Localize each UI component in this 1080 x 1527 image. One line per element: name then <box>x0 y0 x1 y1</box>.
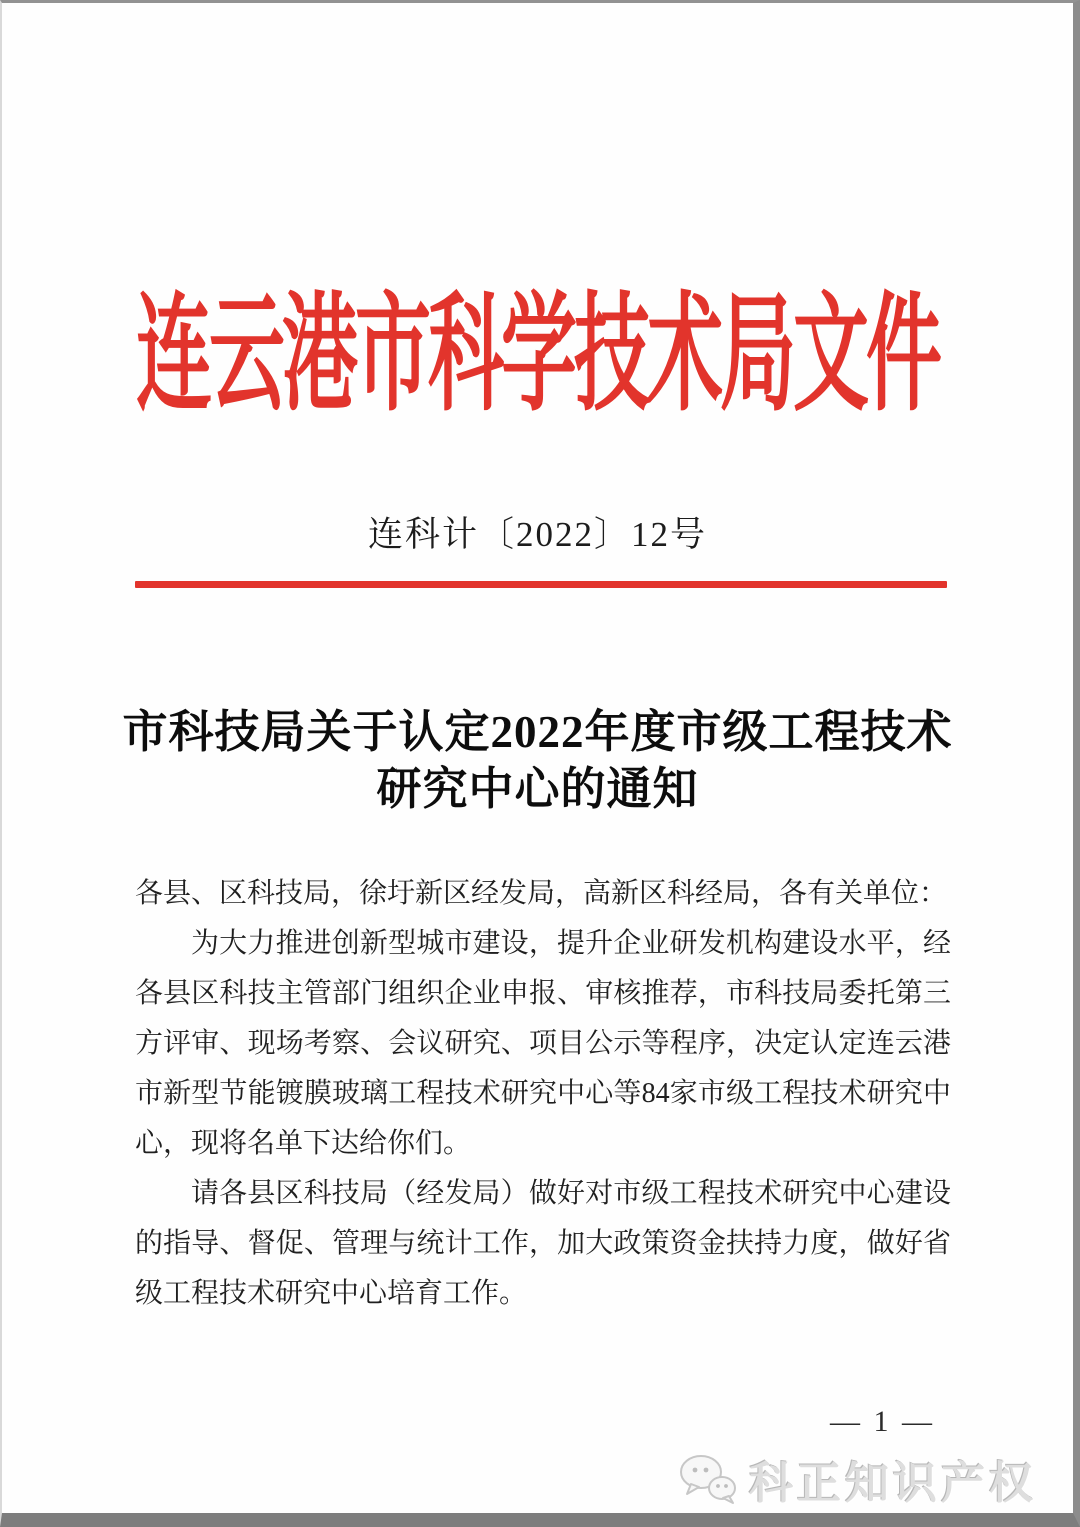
agency-header-title: 连云港市科学技术局文件 <box>136 285 939 427</box>
page-number: — 1 — <box>830 1405 935 1438</box>
body-paragraph-1: 为大力推进创新型城市建设，提升企业研发机构建设水平，经各县区科技主管部门组织企业申报、审核推荐，市科技局委托第三方评审、现场考察、会议研究、项目公示等程序，决定认定连云港市新型节能镀膜玻璃工程技术研究中心等84家市级工程技术研究中心，现将名单下达给你们。 <box>135 928 951 1159</box>
notice-title-line-1: 市科技局关于认定2022年度市级工程技术 <box>122 707 953 757</box>
notice-title <box>2 704 1073 818</box>
watermark-text: 科正知识产权 <box>749 1459 1037 1508</box>
notice-title-line-2: 研究中心的通知 <box>376 764 699 814</box>
body-paragraph-2: 请各县区科技局（经发局）做好对市级工程技术研究中心建设的指导、督促、管理与统计工作，加大政策资金扶持力度，做好省级工程技术研究中心培育工作。 <box>135 1178 951 1309</box>
document-number: 连科计〔2022〕12号 <box>367 515 707 554</box>
watermark <box>677 1447 1037 1511</box>
chat-bubbles-icon <box>677 1451 739 1507</box>
red-separator-rule <box>135 581 947 588</box>
salutation-line: 各县、区科技局，徐圩新区经发局，高新区科经局，各有关单位： <box>135 878 948 909</box>
document-body <box>135 869 951 1319</box>
